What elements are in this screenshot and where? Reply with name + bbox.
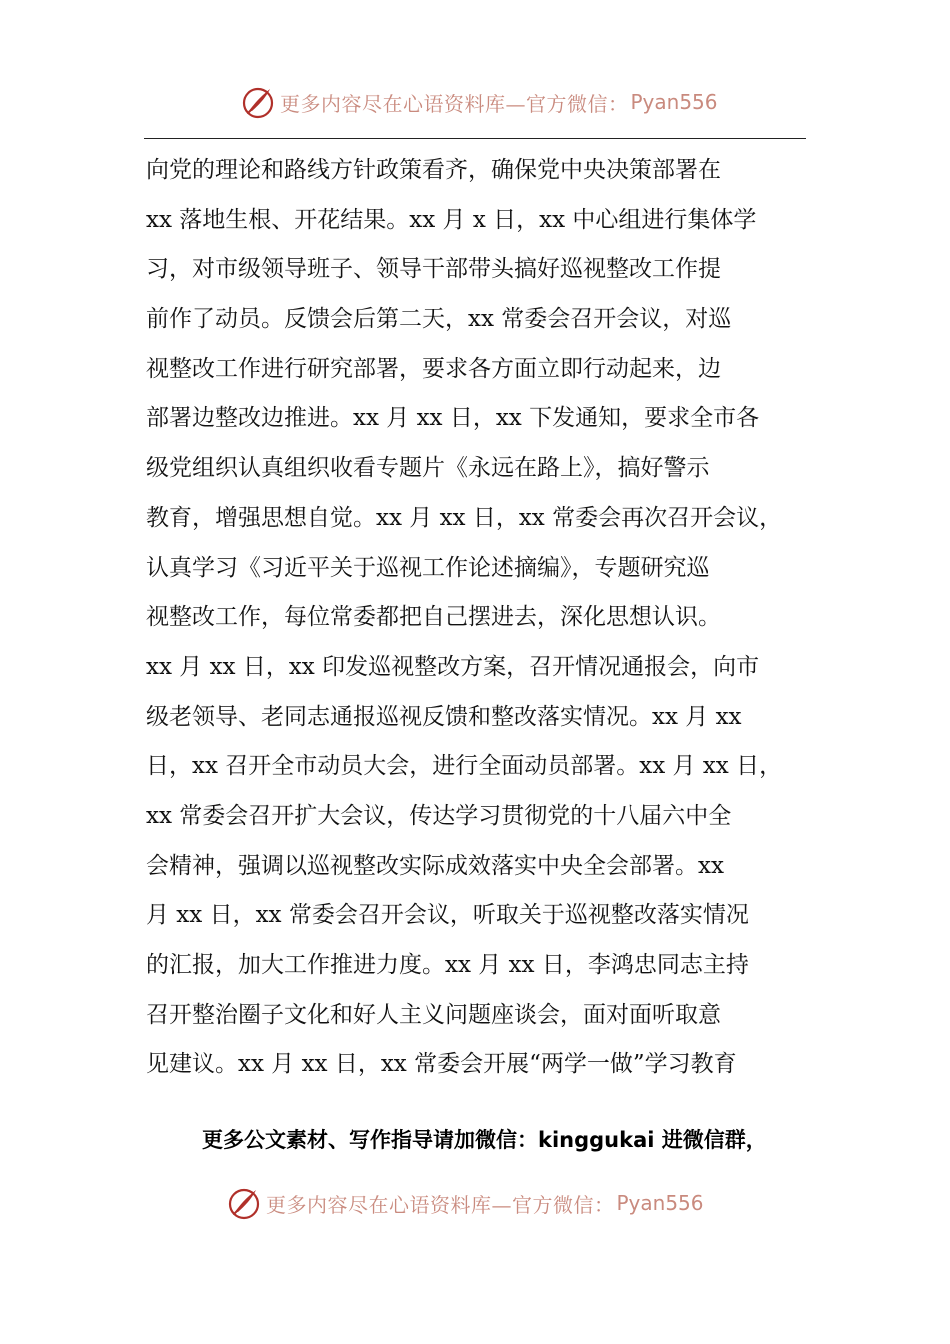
text-line: xx 落地生根、开花结果。xx 月 x 日，xx 中心组进行集体学 <box>146 206 757 233</box>
watermark-wechat-id: Pyan556 <box>616 1191 704 1215</box>
text-line: xx 常委会召开扩大会议，传达学习贯彻党的十八届六中全 <box>146 802 732 829</box>
body-text <box>146 146 810 1090</box>
text-line: 视整改工作进行研究部署，要求各方面立即行动起来，边 <box>146 355 721 382</box>
text-line: 级老领导、老同志通报巡视反馈和整改落实情况。xx 月 xx <box>146 703 742 730</box>
text-line: 的汇报，加大工作推进力度。xx 月 xx 日，李鸿忠同志主持 <box>146 952 749 978</box>
text-line: 级党组织认真组织收看专题片《永远在路上》，搞好警示 <box>146 455 710 482</box>
text-line: 认真学习《习近平关于巡视工作论述摘编》，专题研究巡 <box>146 554 710 581</box>
watermark-text: 更多内容尽在心语资料库—官方微信： <box>266 1192 615 1217</box>
footer-wechat-note: 更多公文素材、写作指导请加微信：kinggukai 进微信群， <box>202 1128 767 1152</box>
text-line: 召开整治圈子文化和好人主义问题座谈会，面对面听取意 <box>146 1001 721 1028</box>
text-line: 日，xx 召开全市动员大会，进行全面动员部署。xx 月 xx 日， <box>146 753 783 780</box>
text-line: 月 xx 日，xx 常委会召开会议，听取关于巡视整改落实情况 <box>146 902 749 929</box>
header-divider <box>144 138 806 139</box>
text-line: 教育，增强思想自觉。xx 月 xx 日，xx 常委会再次召开会议， <box>146 504 783 531</box>
header-watermark <box>240 84 718 120</box>
text-line: 视整改工作，每位常委都把自己摆进去，深化思想认识。 <box>146 604 721 631</box>
watermark-wechat-id: Pyan556 <box>630 90 718 114</box>
quill-logo-icon <box>240 84 276 120</box>
text-line: 前作了动员。反馈会后第二天，xx 常委会召开会议，对巡 <box>146 306 732 333</box>
text-line: 部署边整改边推进。xx 月 xx 日，xx 下发通知，要求全市各 <box>146 405 760 432</box>
text-line: 会精神，强调以巡视整改实际成效落实中央全会部署。xx <box>146 852 724 879</box>
footer-watermark <box>226 1185 704 1221</box>
watermark-text: 更多内容尽在心语资料库—官方微信： <box>280 91 629 116</box>
text-line: xx 月 xx 日，xx 印发巡视整改方案，召开情况通报会，向市 <box>146 653 760 680</box>
text-line: 习，对市级领导班子、领导干部带头搞好巡视整改工作提 <box>146 256 721 283</box>
quill-logo-icon <box>226 1185 262 1221</box>
text-line: 见建议。xx 月 xx 日，xx 常委会开展“两学一做”学习教育 <box>146 1051 737 1078</box>
text-line: 向党的理论和路线方针政策看齐，确保党中央决策部署在 <box>146 157 721 183</box>
